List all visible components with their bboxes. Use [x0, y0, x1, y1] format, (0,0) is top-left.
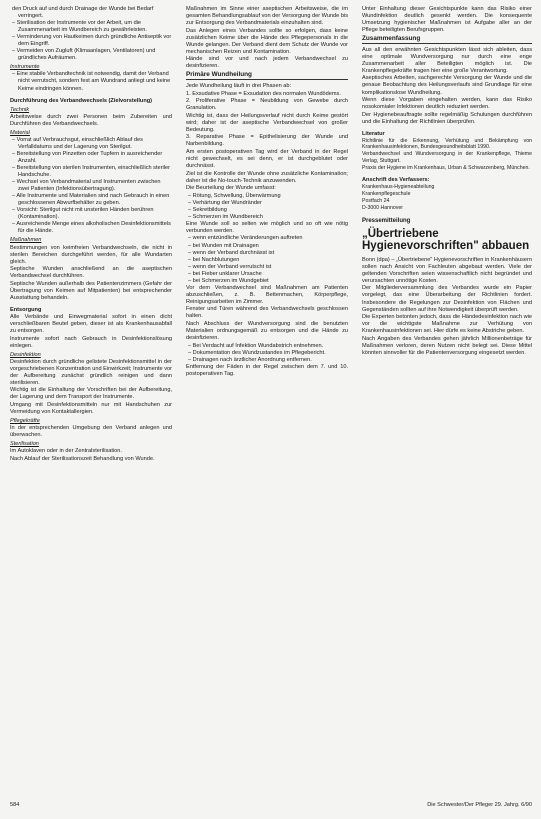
paragraph: Das Anlegen eines Verbandes sollte so erfolgen, dass keine zusätzlichen Keime über die Hände des Pflegepersonals in die Wunde gelangen. Der Verband dient dem Schutz der Wunde vor mechanischen Reizen und Kontamination.: [186, 27, 348, 55]
subheading: Entsorgung: [10, 306, 42, 313]
list-item: – wenn der Verband durchnässt ist: [188, 249, 275, 256]
paragraph: Hände sind vor und nach jedem Verbandwechsel zu desinfizieren.: [186, 56, 348, 70]
list-item: – Drainagen nach ärztlicher Anordnung entfernen.: [188, 356, 312, 363]
paragraph: Arbeitsweise durch zwei Personen beim Zubereiten und Durchführen des Verbandwechsels.: [10, 113, 172, 127]
paragraph: Verbandwechsel und Wundversorgung in der Krankenpflege, Thieme Verlag, Stuttgart.: [362, 151, 532, 165]
paragraph: 2. Proliferative Phase = Neubildung von Gewebe durch Granulation.: [186, 98, 348, 112]
paragraph: Wenn diese Vorgaben eingehalten werden, kann das Risiko nosokomialer Infektionen deutlich reduziert werden.: [362, 97, 532, 111]
paragraph: Die Beurteilung der Wunde umfasst:: [186, 185, 276, 192]
section-heading: Zusammenfassung: [362, 35, 532, 44]
list-item: – Bereitstellung von sterilen Instrumenten, einschließlich steriler Handschuhe.: [12, 164, 170, 179]
page-number: 584: [10, 802, 20, 808]
list-item: den Druck auf und durch Drainage der Wunde bei Bedarf verringert.: [12, 6, 154, 20]
paragraph: Fenster und Türen während des Verbandwechsels geschlossen halten.: [186, 306, 348, 320]
italic-subheading: Desinfektion: [10, 351, 41, 358]
list-item: – Eine stabile Verbandtechnik ist notwendig, damit der Verband nicht verrutscht, sondern fest am Wundrand anliegt und keine Keime eindringen können.: [12, 71, 171, 92]
list-item: – Ausreichende Menge eines alkoholischen Desinfektionsmittels für die Hände.: [12, 221, 171, 235]
paragraph: Septische Wunden außerhalb des Patientenzimmers (Gefahr der Übertragung von Keimen auf Mitpatienten) bei entsprechender Ausstattung behandeln.: [10, 280, 172, 301]
paragraph: Entfernung der Fäden in der Regel zwischen dem 7. und 10. postoperativen Tag.: [186, 363, 348, 377]
article-kicker: Pressemitteilung: [362, 217, 411, 224]
paragraph: Nach Abschluss der Wundversorgung sind die benutzten Materialien ordnungsgemäß zu entsorgen und die Hände zu desinfizieren.: [186, 321, 348, 342]
paragraph: Der Mitgliederversammlung des Verbandes wurde ein Papier vorgelegt, das eine Überarbeitung der Richtlinien fordert. Insbesondere die Regelungen zur Desinfektion von Flächen und Gegenständen sollten auf ihre Notwendigkeit überprüft werden.: [362, 285, 532, 313]
subheading: Durchführung des Verbandwechsels (Zielvorstellung): [10, 97, 153, 104]
italic-subheading: Pflegekräfte: [10, 418, 40, 425]
journal-reference: Die Schwester/Der Pfleger 29. Jahrg. 6/90: [427, 802, 532, 808]
list-item: – Sterilisation der Instrumente vor der Arbeit, um die Zusammenarbeit im Wundbereich zu gewährleisten.: [12, 20, 147, 34]
list-item: – Schmerzen im Wundbereich: [188, 213, 263, 220]
paragraph: Krankenpflegeschule: [362, 190, 411, 197]
subheading: Literatur: [362, 130, 385, 137]
list-item: – Wechsel von Verbandmaterial und Instrumenten zwischen zwei Patienten (Infektionsübertragung).: [12, 179, 161, 193]
paragraph: Der Hygienebeauftragte sollte regelmäßig Schulungen durchführen und die Einhaltung der Richtlinien überprüfen.: [362, 111, 532, 125]
paragraph: Septische Wunden anschließend an die aseptischen Verbandwechsel durchführen.: [10, 266, 172, 280]
paragraph: Nach Angaben des Verbandes gehen jährlich Millionenbeträge für Maßnahmen verloren, deren Nutzen nicht belegt sei. Diese Mittel könnten sinnvoller für die Patientenversorgung eingesetzt werden.: [362, 335, 532, 356]
paragraph: Unter Einhaltung dieser Gesichtspunkte kann das Risiko einer Wundinfektion deutlich gesenkt werden. Die konsequente Umsetzung hygienischer Maßnahmen ist Aufgabe aller an der Pflege beteiligten Berufsgruppen.: [362, 6, 532, 34]
paragraph: Praxis der Hygiene im Krankenhaus, Urban & Schwarzenberg, München.: [362, 165, 530, 172]
paragraph: Jede Wundheilung läuft in drei Phasen ab:: [186, 82, 292, 89]
paragraph: Wichtig ist, dass der Heilungsverlauf nicht durch Keime gestört wird; daher ist der aseptische Verbandwechsel von großer Bedeutung.: [186, 112, 348, 133]
list-item: – wenn der Verband verrutscht ist: [188, 263, 272, 270]
paragraph: Nach Ablauf der Sterilisationszeit Behandlung von Wunde.: [10, 455, 155, 462]
paragraph: Bonn (dpa) – „Übertriebene" Hygienevorschriften in Krankenhäusern sollen nach Ansicht von Fachleuten abgebaut werden. Viele der geltenden Vorschriften seien wissenschaftlich nicht begründet und verursachten unnötige Kosten.: [362, 256, 532, 284]
paragraph: Vor dem Verbandwechsel sind Maßnahmen am Patienten abzuschließen, z. B. Bettenmachen, Körperpflege, Reinigungsarbeiten im Zimmer.: [186, 284, 348, 305]
paragraph: Krankenhaus-Hygieneabteilung: [362, 183, 435, 190]
list-item: – bei Schmerzen im Wundgebiet: [188, 277, 269, 284]
paragraph: D-3000 Hannover: [362, 205, 403, 212]
list-item: – Vorrat auf Verbrauchsgut, einschließlich Ablauf des Verfalldatums und der Lagerung von Sterilgut.: [12, 136, 143, 150]
paragraph: Maßnahmen im Sinne einer aseptischen Arbeitsweise, die im gesamten Behandlungsablauf von der Versorgung der Wunde bis zur Entsorgung des Verbandmaterials einzuhalten sind.: [186, 6, 348, 27]
list-item: – Vorsicht: Sterilgut nicht mit unsterilen Händen berühren (Kontamination).: [12, 207, 154, 221]
list-item: – Bereitstellung von Pinzetten oder Tupfern in ausreichender Anzahl.: [12, 150, 163, 164]
paragraph: In der entsprechenden Umgebung den Verband anlegen und überwachen.: [10, 425, 172, 439]
paragraph: 1. Exsudative Phase = Exsudation des normalen Wundödems.: [186, 90, 341, 97]
paragraph: Richtlinie für die Erkennung, Verhütung und Bekämpfung von Krankenhausinfektionen, Bundesgesundheitsblatt 1990.: [362, 137, 532, 151]
paragraph: Wichtig ist die Einhaltung der Vorschriften bei der Aufbereitung, der Lagerung und dem Transport der Instrumente.: [10, 387, 172, 401]
list-item: – Bei Verdacht auf Infektion Wundabstrich entnehmen.: [188, 342, 324, 349]
list-item: – Rötung, Schwellung, Überwärmung: [188, 192, 281, 199]
italic-subheading: Sterilisation: [10, 441, 39, 448]
paragraph: Eine Wunde soll so selten wie möglich und so oft wie nötig verbunden werden.: [186, 220, 348, 234]
list-item: – bei Nachblutungen: [188, 256, 240, 263]
paragraph: Umgang mit Desinfektionsmitteln nur mit Handschuhen zur Vermeidung von Kontaktallergien.: [10, 401, 172, 416]
paragraph: Die Experten betonten jedoch, dass die Händedesinfektion nach wie vor die wichtigste Maßnahme zur Verhütung von Krankenhausinfektionen sei. Hier dürfe es keine Abstriche geben.: [362, 314, 532, 335]
column-left: [10, 6, 172, 796]
paragraph: Aseptisches Arbeiten, sachgerechte Versorgung der Wunde und die genaue Beobachtung des Heilungsverlaufs sind Grundlage für eine komplikationslose Wundheilung.: [362, 75, 532, 96]
italic-subheading: Material: [10, 129, 30, 136]
paragraph: Postfach 24: [362, 198, 390, 204]
list-item: – Vermeiden von Zugluft (Klimaanlagen, Ventilatoren) und gründliches Aufräumen.: [12, 48, 156, 62]
paragraph: Bestimmungen von keimfreien Verbandwechseln, die nicht in sterilen Bereichen durchgeführt werden, für alle Wundarten gleich.: [10, 244, 172, 265]
section-heading: Primäre Wundheilung: [186, 71, 348, 80]
paragraph: Im Autoklaven oder in der Zentralsterilisation.: [10, 448, 122, 455]
list-item: – bei Fieber unklarer Ursache: [188, 270, 262, 277]
list-item: – Alle Instrumente und Materialien sind nach Gebrauch in einen geschlossenen Abwurfbehälter zu geben.: [12, 193, 170, 207]
list-item: – bei Wunden mit Drainagen: [188, 242, 259, 249]
list-item: – Verminderung von Hautkeimen durch gründliche Antiseptik vor dem Eingriff.: [12, 34, 172, 48]
paragraph: 3. Reparative Phase = Epithelisierung der Wunde und Narbenbildung.: [186, 134, 348, 148]
column-middle: [186, 6, 348, 796]
list-item: – Sekretbildung: [188, 206, 227, 213]
list-item: – Dokumentation des Wundzustandes im Pflegebericht.: [188, 349, 326, 356]
list-item: – Verhärtung der Wundränder: [188, 199, 262, 206]
paragraph: Aus all den erwähnten Gesichtspunkten lässt sich ableiten, dass eine optimale Wundversorgung nur durch eine enge Zusammenarbeit aller Beteiligten möglich ist. Die Krankenpflegekräfte tragen hier eine große Verantwortung.: [362, 46, 532, 74]
italic-subheading: Instrumente: [10, 64, 40, 71]
list-item: – wenn entzündliche Veränderungen auftreten: [188, 235, 303, 242]
paragraph: Ziel ist die Kontrolle der Wunde ohne zusätzliche Kontamination; daher ist die No-touch-Technik anzuwenden.: [186, 170, 348, 184]
italic-subheading: Maßnahmen: [10, 237, 42, 244]
column-right: [362, 6, 532, 796]
article-headline: „Übertriebene Hygienevorschriften" abbauen: [362, 227, 530, 253]
subheading: Anschrift des Verfassers:: [362, 176, 430, 183]
paragraph: Desinfektion durch gründliche gelistete Desinfektionsmittel in der vorgeschriebenen Konzentration und Einwirkzeit; Instrumente vor der Aufbereitung zunächst gründlich reinigen und dann sterilisieren.: [10, 358, 172, 386]
italic-subheading: Technik: [10, 106, 30, 113]
paragraph: Am ersten postoperativen Tag wird der Verband in der Regel nicht gewechselt, es sei denn, er ist durchgeblutet oder durchnässt.: [186, 148, 348, 169]
paragraph: Alle Verbände und Einwegmaterial sofort in einen dicht verschließbaren Beutel geben, dieser ist als Krankenhausabfall zu entsorgen.: [10, 313, 172, 335]
paragraph: Instrumente sofort nach Gebrauch in Desinfektionslösung einlegen.: [10, 335, 172, 349]
